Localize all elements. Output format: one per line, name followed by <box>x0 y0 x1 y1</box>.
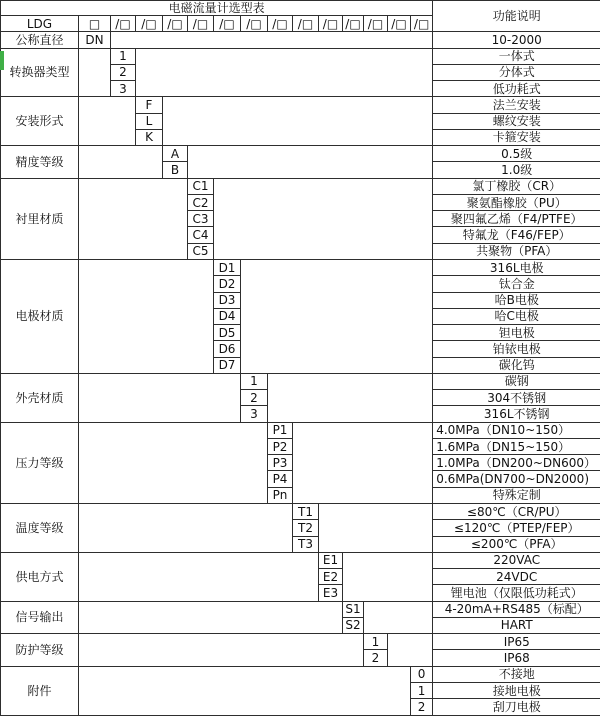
option-desc: ≤200℃（PFA） <box>433 536 600 552</box>
spacer-cell <box>163 97 433 146</box>
model-slot: /□ <box>343 16 364 32</box>
section-label: 安装形式 <box>1 97 79 146</box>
spacer-cell <box>319 503 433 552</box>
option-desc: 316L不锈钢 <box>433 406 600 422</box>
option-desc: 4-20mA+RS485（标配） <box>433 601 600 617</box>
spacer-cell <box>79 146 163 179</box>
option-code: D1 <box>214 259 241 275</box>
option-code: E1 <box>319 552 343 568</box>
option-desc: 0.6MPa(DN700~DN2000) <box>433 471 600 487</box>
section-label: 供电方式 <box>1 552 79 601</box>
model-prefix: LDG <box>1 16 79 32</box>
option-desc: 铂铱电极 <box>433 341 600 357</box>
model-slot: /□ <box>188 16 214 32</box>
section-label: 转换器类型 <box>1 48 79 97</box>
option-code: L <box>136 113 163 129</box>
option-desc: 不接地 <box>433 666 600 682</box>
section-label: 电极材质 <box>1 259 79 373</box>
section-label: 外壳材质 <box>1 373 79 422</box>
option-code: 2 <box>111 64 136 80</box>
option-desc: 聚氨酯橡胶（PU） <box>433 194 600 210</box>
model-slot: /□ <box>241 16 268 32</box>
option-desc: 聚四氟乙烯（F4/PTFE） <box>433 211 600 227</box>
option-desc: 316L电极 <box>433 259 600 275</box>
option-code: K <box>136 129 163 145</box>
option-desc: 1.0级 <box>433 162 600 178</box>
option-desc: 特殊定制 <box>433 487 600 503</box>
spacer-cell <box>343 552 433 601</box>
option-code: T1 <box>293 503 319 519</box>
spacer-cell <box>79 178 188 259</box>
spacer-cell <box>79 666 411 715</box>
option-code: Pn <box>268 487 293 503</box>
spacer-cell <box>79 259 214 373</box>
option-code: C5 <box>188 243 214 259</box>
option-desc: HART <box>433 617 600 633</box>
option-desc: 钛合金 <box>433 276 600 292</box>
option-code: D3 <box>214 292 241 308</box>
option-desc: 碳化钨 <box>433 357 600 373</box>
spacer-cell <box>136 48 433 97</box>
model-box: □ <box>79 16 111 32</box>
option-code: 2 <box>364 650 388 666</box>
spacer-cell <box>79 97 136 146</box>
option-code: 1 <box>241 373 268 389</box>
model-slot: /□ <box>388 16 411 32</box>
option-desc: 分体式 <box>433 64 600 80</box>
option-code: C2 <box>188 194 214 210</box>
option-desc: 碳钢 <box>433 373 600 389</box>
option-desc: 接地电极 <box>433 682 600 698</box>
option-code: DN <box>79 32 111 48</box>
option-desc: 哈B电极 <box>433 292 600 308</box>
spacer-cell <box>79 601 343 634</box>
option-code: 3 <box>111 81 136 97</box>
option-desc: ≤80℃（CR/PU） <box>433 503 600 519</box>
spacer-cell <box>79 552 319 601</box>
option-desc: 4.0MPa（DN10~150） <box>433 422 600 438</box>
option-code: 2 <box>411 699 433 716</box>
option-desc: ≤120℃（PTEP/FEP） <box>433 520 600 536</box>
option-desc: 共聚物（PFA） <box>433 243 600 259</box>
spacer-cell <box>268 373 433 422</box>
option-code: P4 <box>268 471 293 487</box>
option-desc: 刮刀电极 <box>433 699 600 716</box>
option-code: F <box>136 97 163 113</box>
green-mark <box>0 51 4 70</box>
option-desc: 1.0MPa（DN200~DN600） <box>433 455 600 471</box>
option-desc: 螺纹安装 <box>433 113 600 129</box>
function-header: 功能说明 <box>433 1 600 32</box>
spacer-cell <box>79 373 241 422</box>
option-code: 2 <box>241 390 268 406</box>
model-slot: /□ <box>163 16 188 32</box>
section-label: 衬里材质 <box>1 178 79 259</box>
option-desc: 1.6MPa（DN15~150） <box>433 438 600 454</box>
model-slot: /□ <box>319 16 343 32</box>
option-code: D7 <box>214 357 241 373</box>
option-code: T3 <box>293 536 319 552</box>
option-desc: 0.5级 <box>433 146 600 162</box>
spacer-cell <box>214 178 433 259</box>
option-desc: 24VDC <box>433 569 600 585</box>
option-code: D6 <box>214 341 241 357</box>
option-desc: 一体式 <box>433 48 600 64</box>
model-slot: /□ <box>411 16 433 32</box>
option-code: B <box>163 162 188 178</box>
spacer-cell <box>293 422 433 503</box>
option-code: P3 <box>268 455 293 471</box>
spacer-cell <box>364 601 433 634</box>
option-code: D5 <box>214 325 241 341</box>
option-code: C4 <box>188 227 214 243</box>
option-code: C1 <box>188 178 214 194</box>
option-desc: 钽电极 <box>433 325 600 341</box>
spacer-cell <box>111 32 433 48</box>
option-desc: 哈C电极 <box>433 308 600 324</box>
option-desc: 304不锈钢 <box>433 390 600 406</box>
model-slot: /□ <box>111 16 136 32</box>
option-code: E2 <box>319 569 343 585</box>
model-slot: /□ <box>364 16 388 32</box>
option-code: E3 <box>319 585 343 601</box>
section-label: 防护等级 <box>1 634 79 667</box>
model-slot: /□ <box>268 16 293 32</box>
spacer-cell <box>241 259 433 373</box>
model-slot: /□ <box>293 16 319 32</box>
spacer-cell <box>79 48 111 97</box>
section-label: 信号输出 <box>1 601 79 634</box>
option-desc: 10-2000 <box>433 32 600 48</box>
table-title: 电磁流量计选型表 <box>1 1 433 16</box>
spacer-cell <box>79 503 293 552</box>
option-code: S1 <box>343 601 364 617</box>
option-code: A <box>163 146 188 162</box>
section-label: 附件 <box>1 666 79 715</box>
option-code: D2 <box>214 276 241 292</box>
option-desc: 220VAC <box>433 552 600 568</box>
option-desc: IP65 <box>433 634 600 650</box>
model-slot: /□ <box>136 16 163 32</box>
option-code: S2 <box>343 617 364 633</box>
option-desc: 锂电池（仅限低功耗式） <box>433 585 600 601</box>
option-desc: 低功耗式 <box>433 81 600 97</box>
option-code: 1 <box>411 682 433 698</box>
option-desc: 卡箍安装 <box>433 129 600 145</box>
option-desc: 法兰安装 <box>433 97 600 113</box>
section-label: 温度等级 <box>1 503 79 552</box>
spacer-cell <box>79 422 268 503</box>
option-code: 1 <box>111 48 136 64</box>
option-code: P1 <box>268 422 293 438</box>
option-code: 1 <box>364 634 388 650</box>
option-code: T2 <box>293 520 319 536</box>
model-slot: /□ <box>214 16 241 32</box>
option-desc: 氯丁橡胶（CR） <box>433 178 600 194</box>
section-label: 公称直径 <box>1 32 79 48</box>
option-code: P2 <box>268 438 293 454</box>
section-label: 精度等级 <box>1 146 79 179</box>
option-code: 0 <box>411 666 433 682</box>
option-desc: 特氟龙（F46/FEP） <box>433 227 600 243</box>
option-code: C3 <box>188 211 214 227</box>
section-label: 压力等级 <box>1 422 79 503</box>
option-code: D4 <box>214 308 241 324</box>
spacer-cell <box>188 146 433 179</box>
spacer-cell <box>79 634 364 667</box>
option-desc: IP68 <box>433 650 600 666</box>
option-code: 3 <box>241 406 268 422</box>
spacer-cell <box>388 634 433 667</box>
